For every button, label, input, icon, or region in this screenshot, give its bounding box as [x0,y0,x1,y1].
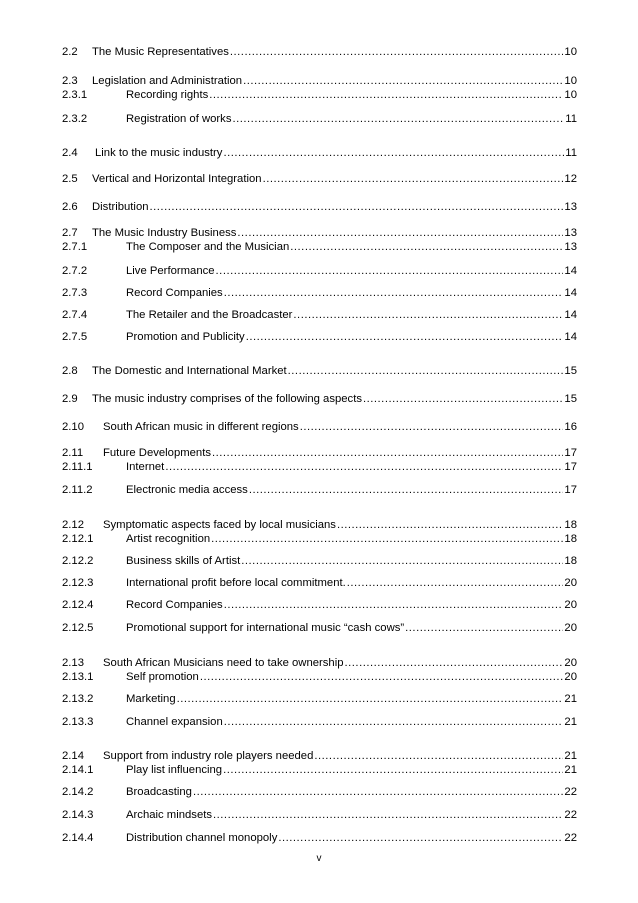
toc-entry-title: South African Musicians need to take ownership [103,657,344,669]
toc-entry-number: 2.9 [62,393,78,405]
toc-entry-number: 2.3 [62,75,78,87]
toc-entry-number: 2.7.2 [62,265,88,277]
dot-leader [241,554,563,568]
dot-leader [200,670,564,684]
toc-entry-title: Channel expansion [126,716,223,728]
toc-entry-title: International profit before local commitment. [126,577,346,589]
toc-entry-title: Broadcasting [126,786,192,798]
toc-entry-page: 21 [564,693,577,705]
toc-entry-title: Live Performance [126,265,215,277]
toc-entry [62,554,577,568]
toc-entry [62,88,577,102]
dot-leader [230,45,564,59]
dot-leader [300,420,564,434]
toc-entry [62,264,577,278]
toc-entry-page: 18 [564,519,577,531]
toc-entry-number: 2.14.1 [62,764,94,776]
toc-entry-page: 15 [564,393,577,405]
toc-entry-page: 20 [564,657,577,669]
dot-leader [405,621,563,635]
dot-leader [314,749,563,763]
toc-entry [62,763,577,777]
toc-entry-page: 11 [565,113,577,125]
toc-entry-page: 20 [564,622,577,634]
toc-entry-page: 21 [564,764,577,776]
dot-leader [363,392,563,406]
toc-entry-number: 2.13.1 [62,671,94,683]
toc-entry [62,808,577,822]
toc-entry-number: 2.8 [62,365,78,377]
toc-entry-page: 21 [564,750,577,762]
toc-entry-title: Vertical and Horizontal Integration [92,173,262,185]
toc-entry-title: The Composer and the Musician [126,241,290,253]
toc-entry [62,656,577,670]
toc-entry-number: 2.11.1 [62,461,93,473]
toc-entry [62,692,577,706]
toc-entry-number: 2.14.3 [62,809,94,821]
toc-entry-title: The Music Representatives [92,46,229,58]
toc-entry-title: Link to the music industry [95,147,223,159]
toc-entry-page: 17 [564,447,577,459]
toc-entry-page: 13 [564,201,577,213]
toc-entry [62,420,577,434]
toc-entry [62,460,577,474]
toc-entry-number: 2.4 [62,147,78,159]
toc-entry-title: Artist recognition [126,533,211,545]
toc-entry-number: 2.6 [62,201,78,213]
toc-entry [62,330,577,344]
toc-entry-page: 10 [564,89,577,101]
dot-leader [213,808,563,822]
dot-leader [290,240,563,254]
toc-entry-title: Promotion and Publicity [126,331,245,343]
toc-entry-page: 10 [564,46,577,58]
dot-leader [209,88,563,102]
toc-entry-title: The Music Industry Business [92,227,237,239]
toc-entry-title: Record Companies [126,287,223,299]
toc-entry [62,172,577,186]
toc-entry-number: 2.7.5 [62,331,88,343]
dot-leader [224,286,564,300]
toc-entry-title: Registration of works [126,113,232,125]
dot-leader [237,226,563,240]
toc-entry-number: 2.3.1 [62,89,88,101]
toc-entry-number: 2.7 [62,227,78,239]
toc-entry-number: 2.11.2 [62,484,93,496]
toc-entry-page: 22 [564,809,577,821]
toc-entry-title: Symptomatic aspects faced by local musicians [103,519,336,531]
toc-entry-title: Electronic media access [126,484,248,496]
toc-entry-title: Distribution channel monopoly [126,832,278,844]
page-number: v [316,853,322,864]
toc-entry-title: Internet [126,461,165,473]
dot-leader [246,330,564,344]
toc-entry [62,45,577,59]
toc-entry-page: 17 [564,484,577,496]
toc-entry [62,785,577,799]
dot-leader [345,656,564,670]
toc-entry-number: 2.7.4 [62,309,88,321]
dot-leader [223,146,564,160]
toc-entry [62,670,577,684]
toc-entry-title: Legislation and Administration [92,75,243,87]
toc-entry-title: Record Companies [126,599,223,611]
toc-entry-title: Self promotion [126,671,199,683]
dot-leader [347,576,564,590]
toc-entry [62,446,577,460]
toc-entry [62,364,577,378]
dot-leader [243,74,563,88]
dot-leader [293,308,563,322]
toc-entry-page: 10 [564,75,577,87]
dot-leader [165,460,563,474]
dot-leader [211,532,563,546]
toc-entry [62,621,577,635]
toc-entry-title: South African music in different regions [103,421,299,433]
dot-leader [288,364,564,378]
toc-entry-page: 22 [564,786,577,798]
toc-entry [62,392,577,406]
toc-entry [62,286,577,300]
toc-entry-number: 2.3.2 [62,113,88,125]
dot-leader [224,715,564,729]
toc-entry-title: The music industry comprises of the following aspects [92,393,362,405]
toc-entry-title: Recording rights [126,89,209,101]
toc-entry-title: Marketing [126,693,176,705]
dot-leader [177,692,564,706]
toc-entry-page: 22 [564,832,577,844]
toc-entry-page: 18 [564,533,577,545]
dot-leader [212,446,563,460]
toc-entry [62,74,577,88]
toc-entry-number: 2.12 [62,519,84,531]
dot-leader [223,763,563,777]
toc-entry-title: Promotional support for international music “cash cows” [126,622,405,634]
toc-entry-number: 2.14.4 [62,832,94,844]
toc-entry-page: 13 [564,227,577,239]
toc-entry-title: Play list influencing [126,764,223,776]
toc-entry [62,831,577,845]
toc-entry [62,532,577,546]
toc-entry-page: 13 [564,241,577,253]
toc-entry-title: Archaic mindsets [126,809,213,821]
toc-entry [62,576,577,590]
toc-entry-number: 2.14 [62,750,84,762]
toc-entry [62,112,577,126]
toc-entry-number: 2.10 [62,421,84,433]
dot-leader [263,172,564,186]
toc-entry [62,200,577,214]
toc-entry-number: 2.12.2 [62,555,94,567]
toc-entry-title: The Retailer and the Broadcaster [126,309,293,321]
toc-entry-title: Distribution [92,201,149,213]
toc-entry-page: 14 [564,309,577,321]
toc-entry-page: 14 [564,265,577,277]
toc-entry-number: 2.14.2 [62,786,94,798]
toc-entry [62,518,577,532]
toc-entry [62,226,577,240]
toc-entry [62,715,577,729]
toc-entry-number: 2.11 [62,447,84,459]
toc-entry-number: 2.2 [62,46,78,58]
toc-entry-number: 2.13.3 [62,716,94,728]
toc-entry-page: 11 [565,147,577,159]
dot-leader [278,831,563,845]
toc-entry-number: 2.12.1 [62,533,94,545]
toc-entry-page: 20 [564,599,577,611]
dot-leader [232,112,564,126]
toc-entry-page: 16 [564,421,577,433]
toc-entry-number: 2.7.3 [62,287,88,299]
toc-entry-page: 17 [564,461,577,473]
dot-leader [337,518,563,532]
toc-entry-number: 2.13 [62,657,84,669]
toc-entry [62,749,577,763]
toc-entry-page: 14 [564,287,577,299]
dot-leader [224,598,564,612]
toc-entry-page: 12 [564,173,577,185]
toc-entry-number: 2.7.1 [62,241,88,253]
toc-entry-number: 2.5 [62,173,78,185]
toc-entry [62,146,577,160]
dot-leader [249,483,564,497]
toc-entry [62,483,577,497]
dot-leader [193,785,563,799]
toc-entry-page: 20 [564,577,577,589]
toc-entry-title: Future Developments [103,447,211,459]
toc-entry-page: 14 [564,331,577,343]
toc-entry-number: 2.12.5 [62,622,94,634]
dot-leader [150,200,564,214]
toc-entry-page: 20 [564,671,577,683]
toc-entry-page: 18 [564,555,577,567]
toc-entry-title: The Domestic and International Market [92,365,287,377]
toc-entry-number: 2.12.3 [62,577,94,589]
toc-entry [62,308,577,322]
toc-entry-title: Business skills of Artist [126,555,241,567]
toc-entry-number: 2.13.2 [62,693,94,705]
toc-entry [62,598,577,612]
toc-entry-page: 21 [564,716,577,728]
toc-entry-number: 2.12.4 [62,599,94,611]
toc-entry [62,240,577,254]
toc-entry-page: 15 [564,365,577,377]
dot-leader [216,264,564,278]
toc-entry-title: Support from industry role players needed [103,750,314,762]
